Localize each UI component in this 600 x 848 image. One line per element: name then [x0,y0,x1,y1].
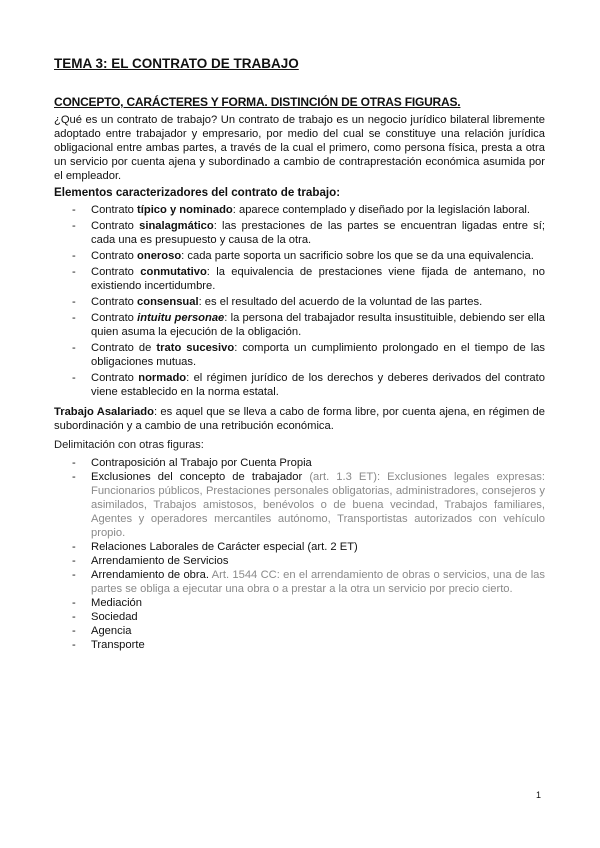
element-term: trato sucesivo [156,342,235,354]
document-title: TEMA 3: EL CONTRATO DE TRABAJO [54,56,299,71]
element-term: oneroso [137,250,182,262]
element-term: típico y nominado [137,204,233,216]
element-item: - Contrato oneroso: cada parte soporta un sacrificio sobre los que se da una equivalencia. [54,249,545,263]
section-heading: CONCEPTO, CARÁCTERES Y FORMA. DISTINCIÓN DE OTRAS FIGURAS. [54,95,461,109]
element-item: - Contrato de trato sucesivo: comporta un cumplimiento prolongado en el tiempo de las obligaciones mutuas. [54,341,545,369]
delimitacion-item: - Arrendamiento de Servicios [54,554,545,568]
element-term: conmutativo [140,266,207,278]
delimitacion-item: - Exclusiones del concepto de trabajador (art. 1.3 ET): Exclusiones legales expresas: Funcionarios públicos, Prestaciones personales obligatorias, administradores, consejeros y asimilados, Trabajos amistosos, benévolos o de buena vecindad, Trabajos familiares, Agentes y operadores mercantiles autónomo, Transportistas autorizados con vehículo propio. [54,470,545,540]
asalariado-term: Trabajo Asalariado [54,406,154,418]
element-term: sinalagmático [139,220,214,232]
delimitacion-item: - Arrendamiento de obra. Art. 1544 CC: en el arrendamiento de obras o servicios, una de las partes se obliga a ejecutar una obra o a prestar a la otra un servicio por precio cierto. [54,568,545,596]
element-term: intuitu personae [137,312,225,324]
element-item: - Contrato conmutativo: la equivalencia de prestaciones viene fijada de antemano, no existiendo incertidumbre. [54,265,545,293]
element-term: consensual [137,296,199,308]
delimitacion-item: - Transporte [54,638,545,652]
element-item: - Contrato típico y nominado: aparece contemplado y diseñado por la legislación laboral. [54,203,545,217]
element-item: - Contrato consensual: es el resultado del acuerdo de la voluntad de las partes. [54,295,545,309]
delimitacion-item: - Contraposición al Trabajo por Cuenta Propia [54,456,545,470]
delimitacion-item: - Relaciones Laborales de Carácter especial (art. 2 ET) [54,540,545,554]
delimitacion-item: - Sociedad [54,610,545,624]
delimitacion-list [54,456,545,652]
element-item: - Contrato sinalagmático: las prestaciones de las partes se encuentran ligadas entre sí; cada una es presupuesto y causa de la otra. [54,219,545,247]
element-term: normado [138,372,187,384]
delimitacion-item: - Agencia [54,624,545,638]
delimitacion-note: (art. 1.3 ET): Exclusiones legales expresas: Funcionarios públicos, Prestaciones personales obligatorias, administradores, consejeros y asimilados, Trabajos amistosos, benévolos o de buena vecindad, Trabajos familiares, Agentes y operadores mercantiles autónomo, Transportistas autorizados con vehículo propio. [91,471,545,539]
document-body [54,113,545,652]
delimitacion-note: Art. 1544 CC: en el arrendamiento de obras o servicios, una de las partes se obliga a ejecutar una obra o a prestar a la otra un servicio por precio cierto. [91,569,545,595]
element-item: - Contrato intuitu personae: la persona del trabajador resulta insustituible, debiendo ser ella quien asuma la ejecución de la obligación. [54,311,545,339]
element-item: - Contrato normado: el régimen jurídico de los derechos y deberes derivados del contrato viene establecido en la norma estatal. [54,371,545,399]
elements-heading: Elementos caracterizadores del contrato de trabajo: [54,186,341,199]
page-number: 1 [536,790,542,800]
asalariado-paragraph: Trabajo Asalariado: es aquel que se lleva a cabo de forma libre, por cuenta ajena, en régimen de subordinación y a cambio de una retribución económica. [54,406,545,432]
elements-list [54,203,545,399]
delimitacion-item: - Mediación [54,596,545,610]
intro-paragraph: ¿Qué es un contrato de trabajo? Un contrato de trabajo es un negocio jurídico bilateral libremente adoptado entre trabajador y empresario, por medio del cual se constituye una relación jurídica obligacional entre ambas partes, a través de la cual el primero, como persona física, presta a otra un servicio por cuenta ajena y subordinado a cambio de contraprestación económica asumida por el empleador. [54,114,545,182]
delimitacion-heading: Delimitación con otras figuras: [54,439,204,451]
